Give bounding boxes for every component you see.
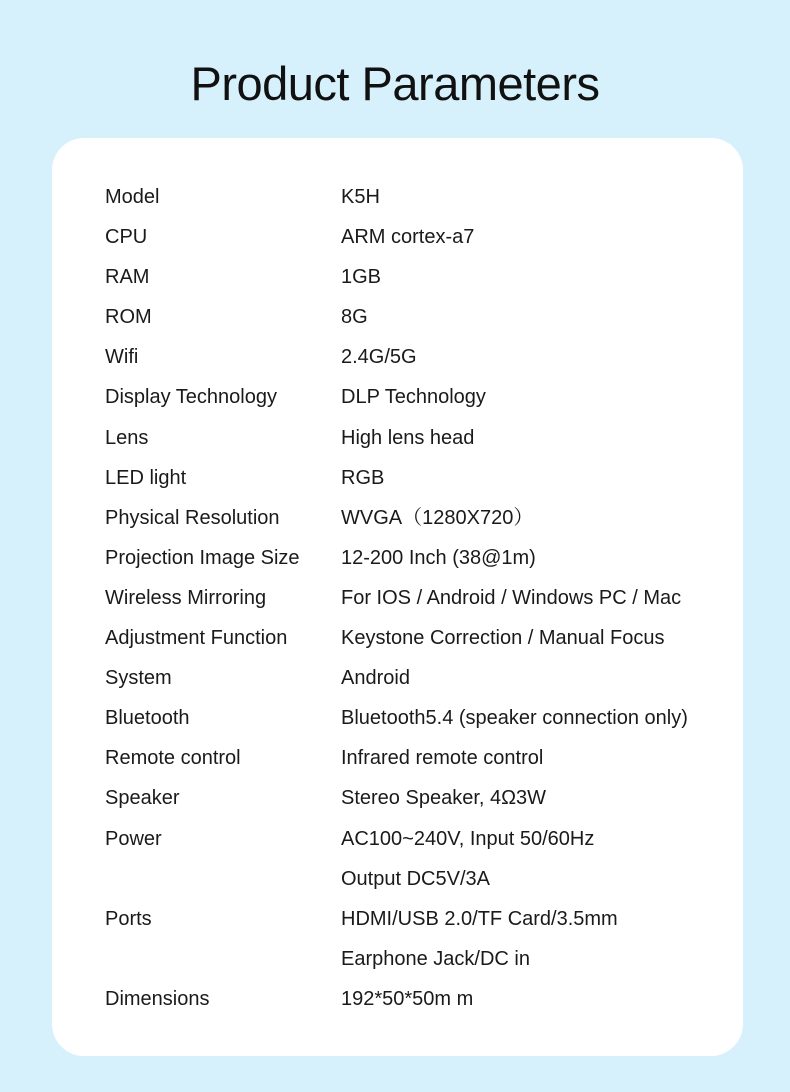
page-title: Product Parameters	[190, 57, 600, 110]
spec-row-adjustment-function	[105, 618, 745, 658]
spec-value: Bluetooth5.4 (speaker connection only)	[341, 707, 688, 730]
spec-value: 12-200 Inch (38@1m)	[341, 546, 536, 569]
spec-value: K5H	[341, 186, 380, 208]
spec-row-bluetooth	[105, 698, 745, 738]
spec-label: CPU	[105, 226, 148, 249]
spec-value: For IOS / Android / Windows PC / Mac	[341, 586, 682, 609]
spec-label: Ports	[105, 907, 152, 930]
spec-row-wifi	[105, 337, 745, 377]
spec-label: Lens	[105, 426, 149, 449]
spec-label: Model	[105, 186, 160, 208]
spec-row-wireless-mirroring	[105, 578, 745, 618]
spec-label: Dimensions	[105, 987, 210, 1010]
spec-row-remote-control	[105, 738, 745, 778]
spec-row-cpu	[105, 217, 745, 257]
spec-value: RGB	[341, 466, 385, 489]
spec-row-speaker	[105, 778, 745, 818]
spec-label: System	[105, 667, 172, 690]
spec-row-power-output	[105, 859, 745, 899]
spec-value: ARM cortex-a7	[341, 226, 475, 249]
spec-label: Wifi	[105, 346, 139, 369]
spec-label: Display Technology	[105, 386, 277, 409]
spec-row-physical-resolution	[105, 498, 745, 538]
spec-value: Infrared remote control	[341, 747, 544, 770]
spec-row-ram	[105, 257, 745, 297]
spec-value: AC100~240V, Input 50/60Hz	[341, 827, 595, 850]
spec-label: RAM	[105, 266, 150, 289]
spec-value: Output DC5V/3A	[341, 867, 490, 890]
spec-label: LED light	[105, 466, 187, 489]
spec-label: Power	[105, 827, 162, 850]
spec-row-rom	[105, 297, 745, 337]
spec-label: Wireless Mirroring	[105, 586, 267, 609]
spec-row-system	[105, 658, 745, 698]
spec-row-ports	[105, 899, 745, 939]
spec-value: HDMI/USB 2.0/TF Card/3.5mm	[341, 907, 618, 930]
spec-value: Android	[341, 667, 410, 690]
spec-label: Bluetooth	[105, 707, 190, 730]
spec-value: Earphone Jack/DC in	[341, 947, 530, 970]
spec-row-projection-image-size	[105, 538, 745, 578]
spec-label: Projection Image Size	[105, 546, 300, 569]
spec-table	[105, 177, 745, 1019]
spec-row-lens	[105, 418, 745, 458]
spec-row-dimensions	[105, 979, 745, 1019]
spec-value: DLP Technology	[341, 386, 486, 409]
spec-row-display-technology	[105, 377, 745, 417]
spec-value: 2.4G/5G	[341, 346, 417, 369]
spec-value: Stereo Speaker, 4Ω3W	[341, 787, 547, 810]
spec-row-ports-continued	[105, 939, 745, 979]
spec-value: WVGA（1280X720）	[341, 506, 534, 529]
spec-label: Physical Resolution	[105, 506, 280, 529]
spec-label: Remote control	[105, 747, 241, 770]
spec-value: 1GB	[341, 266, 382, 289]
spec-value: 192*50*50m m	[341, 987, 474, 1010]
spec-row-model	[105, 177, 745, 217]
spec-label: Adjustment Function	[105, 627, 288, 650]
spec-value: Keystone Correction / Manual Focus	[341, 627, 665, 650]
spec-label: Speaker	[105, 787, 180, 810]
spec-value: 8G	[341, 306, 368, 329]
spec-value: High lens head	[341, 426, 475, 449]
spec-label: ROM	[105, 306, 152, 329]
spec-row-power	[105, 819, 745, 859]
spec-row-led-light	[105, 458, 745, 498]
